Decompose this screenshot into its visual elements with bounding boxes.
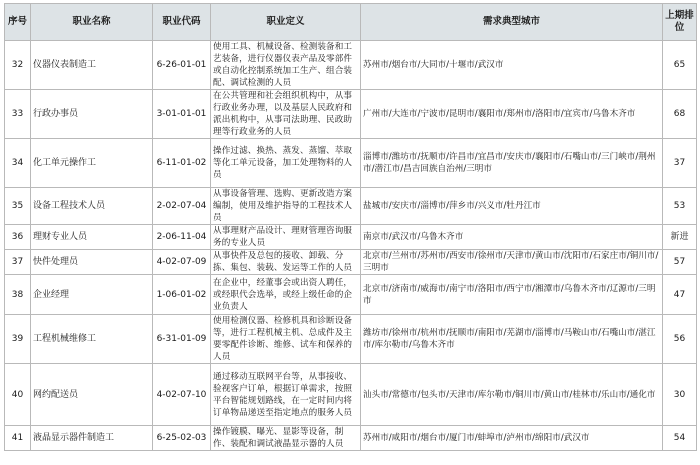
header-cities: 需求典型城市 — [361, 4, 663, 41]
table-row — [5, 41, 697, 90]
row-rank: 30 — [663, 364, 697, 426]
row-code: 4-02-07-09 — [153, 250, 211, 275]
row-seq: 36 — [5, 225, 31, 250]
row-code: 2-02-07-04 — [153, 188, 211, 225]
row-definition: 操作镀膜、曝光、显影等设备，制作、装配和调试液晶显示器的人员 — [211, 426, 361, 451]
row-cities: 北京市/济南市/威海市/南宁市/洛阳市/西宁市/湘潭市/乌鲁木齐市/辽源市/三明市 — [361, 275, 663, 315]
header-seq: 序号 — [5, 4, 31, 41]
table-row — [5, 426, 697, 451]
table-row — [5, 90, 697, 139]
row-rank: 新进 — [663, 225, 697, 250]
row-name: 快件处理员 — [31, 250, 153, 275]
row-seq: 41 — [5, 426, 31, 451]
row-seq: 35 — [5, 188, 31, 225]
row-code: 6-26-01-01 — [153, 41, 211, 90]
row-rank: 47 — [663, 275, 697, 315]
row-seq: 39 — [5, 315, 31, 364]
table-header-row — [5, 4, 697, 41]
table-row — [5, 275, 697, 315]
row-rank: 53 — [663, 188, 697, 225]
table-row — [5, 315, 697, 364]
row-rank: 65 — [663, 41, 697, 90]
table-row — [5, 250, 697, 275]
row-code: 2-06-11-04 — [153, 225, 211, 250]
row-cities: 潍坊市/徐州市/杭州市/抚顺市/南阳市/芜湖市/淄博市/马鞍山市/石嘴山市/湛江市/库尔勒市/乌鲁木齐市 — [361, 315, 663, 364]
row-name: 网约配送员 — [31, 364, 153, 426]
table-row — [5, 188, 697, 225]
row-seq: 34 — [5, 139, 31, 188]
row-name: 理财专业人员 — [31, 225, 153, 250]
row-code: 6-11-01-02 — [153, 139, 211, 188]
row-rank: 56 — [663, 315, 697, 364]
row-seq: 40 — [5, 364, 31, 426]
row-definition: 从事设备管理、选购、更新改造方案编制，使用及维护指导的工程技术人员 — [211, 188, 361, 225]
row-definition: 使用工具、机械设备、检测装备和工艺装备，进行仪器仪表产品及零部件或自动化控制系统加工生产、组合装配、调试检测的人员 — [211, 41, 361, 90]
row-definition: 通过移动互联网平台等，从事接收、验视客户订单，根据订单需求，按照平台智能规划路线，在一定时间内将订单物品递送至指定地点的服务人员 — [211, 364, 361, 426]
row-rank: 54 — [663, 426, 697, 451]
row-name: 设备工程技术人员 — [31, 188, 153, 225]
row-code: 6-31-01-09 — [153, 315, 211, 364]
row-code: 3-01-01-01 — [153, 90, 211, 139]
row-seq: 32 — [5, 41, 31, 90]
row-cities: 汕头市/常德市/包头市/天津市/库尔勒市/铜川市/黄山市/桂林市/乐山市/通化市 — [361, 364, 663, 426]
row-cities: 苏州市/烟台市/大同市/十堰市/武汉市 — [361, 41, 663, 90]
row-cities: 苏州市/咸阳市/烟台市/厦门市/蚌埠市/泸州市/绵阳市/武汉市 — [361, 426, 663, 451]
row-name: 液晶显示器件制造工 — [31, 426, 153, 451]
row-cities: 北京市/兰州市/苏州市/西安市/徐州市/天津市/黄山市/沈阳市/石家庄市/铜川市/三明市 — [361, 250, 663, 275]
row-name: 化工单元操作工 — [31, 139, 153, 188]
row-cities: 广州市/大连市/宁波市/昆明市/襄阳市/郑州市/洛阳市/宜宾市/乌鲁木齐市 — [361, 90, 663, 139]
header-definition: 职业定义 — [211, 4, 361, 41]
occupation-table — [4, 3, 697, 451]
row-definition: 使用检测仪器、检修机具和诊断设备等，进行工程机械主机、总成件及主要零配件诊断、维修、试车和保养的人员 — [211, 315, 361, 364]
header-rank: 上期排位 — [663, 4, 697, 41]
row-cities: 南京市/武汉市/乌鲁木齐市 — [361, 225, 663, 250]
row-seq: 38 — [5, 275, 31, 315]
header-code: 职业代码 — [153, 4, 211, 41]
row-name: 仪器仪表制造工 — [31, 41, 153, 90]
row-cities: 淄博市/潍坊市/抚顺市/许昌市/宜昌市/安庆市/襄阳市/石嘴山市/三门峡市/荆州市/潜江市/昌吉回族自治州/三明市 — [361, 139, 663, 188]
row-definition: 操作过滤、换热、蒸发、蒸馏、萃取等化工单元设备，加工处理物料的人员 — [211, 139, 361, 188]
row-rank: 68 — [663, 90, 697, 139]
row-name: 企业经理 — [31, 275, 153, 315]
row-name: 行政办事员 — [31, 90, 153, 139]
row-definition: 在公共管理和社会组织机构中，从事行政业务办理，以及基层人民政府和派出机构中，从事司法助理、民政助理等行政业务的人员 — [211, 90, 361, 139]
row-definition: 在企业中，经董事会或出资人聘任，或经职代会选举，或经上级任命的企业负责人 — [211, 275, 361, 315]
table-row — [5, 139, 697, 188]
row-rank: 37 — [663, 139, 697, 188]
row-definition: 从事快件及总包的接收、卸载、分拣、集包、装载、发运等工作的人员 — [211, 250, 361, 275]
table-row — [5, 364, 697, 426]
row-seq: 33 — [5, 90, 31, 139]
header-name: 职业名称 — [31, 4, 153, 41]
table-row — [5, 225, 697, 250]
row-definition: 从事理财产品设计、理财管理咨询服务的专业人员 — [211, 225, 361, 250]
row-code: 1-06-01-02 — [153, 275, 211, 315]
row-seq: 37 — [5, 250, 31, 275]
row-name: 工程机械维修工 — [31, 315, 153, 364]
row-code: 4-02-07-10 — [153, 364, 211, 426]
row-cities: 盐城市/安庆市/淄博市/萍乡市/兴义市/牡丹江市 — [361, 188, 663, 225]
row-code: 6-25-02-03 — [153, 426, 211, 451]
row-rank: 57 — [663, 250, 697, 275]
